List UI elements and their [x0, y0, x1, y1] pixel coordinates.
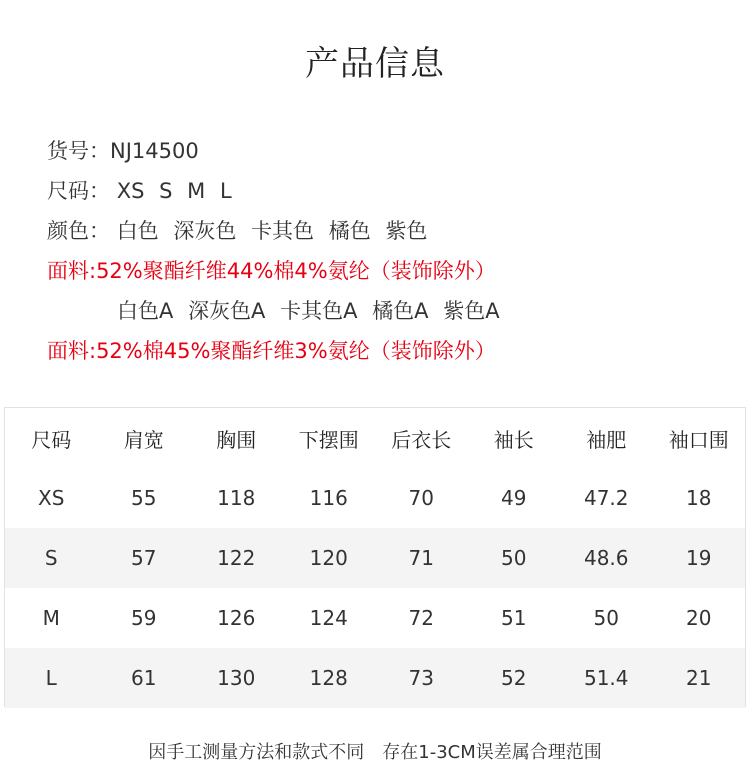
table-cell: 71 — [375, 528, 468, 588]
table-cell: 72 — [408, 606, 434, 630]
table-cell: 130 — [190, 648, 283, 708]
table-cell: 50 — [593, 606, 619, 630]
size-option: M — [187, 179, 206, 203]
table-header-row — [5, 408, 745, 468]
table-cell: 57 — [98, 528, 191, 588]
page-title: 产品信息 — [305, 44, 445, 84]
table-cell: 50 — [468, 528, 561, 588]
color-a-option: 紫色A — [443, 299, 500, 323]
table-cell: 59 — [131, 606, 157, 630]
table-cell: 126 — [217, 606, 256, 630]
colors-a-line — [47, 296, 508, 336]
colors-line — [47, 216, 508, 256]
color-option: 紫色 — [385, 219, 428, 243]
table-cell: 124 — [309, 606, 348, 630]
color-option: 白色 — [116, 219, 159, 243]
size-option: L — [219, 179, 232, 203]
color-option: 深灰色 — [173, 219, 237, 243]
column-header: 袖长 — [493, 427, 534, 452]
table-cell: 20 — [686, 606, 712, 630]
color-a-option: 白色A — [117, 299, 174, 323]
sizes-label: 尺码： — [47, 179, 110, 203]
column-header: 下摆围 — [298, 427, 359, 452]
table-cell: L — [5, 648, 98, 708]
table-cell: 70 — [408, 486, 434, 510]
colors-label: 颜色： — [47, 219, 110, 243]
table-cell: 49 — [501, 486, 527, 510]
table-cell: 73 — [375, 648, 468, 708]
table-cell: 51.4 — [560, 648, 653, 708]
column-header: 后衣长 — [391, 427, 452, 452]
column-header: 胸围 — [216, 427, 257, 452]
table-cell: 51 — [501, 606, 527, 630]
sku-line — [47, 136, 508, 176]
table-cell: 19 — [653, 528, 746, 588]
column-header: 袖肥 — [586, 427, 627, 452]
product-info — [47, 136, 508, 376]
table-row — [5, 528, 745, 588]
column-header: 肩宽 — [123, 427, 164, 452]
fabric-line-1: 面料:52%聚酯纤维44%棉4%氨纶（装饰除外） — [47, 259, 496, 283]
table-cell: 52 — [468, 648, 561, 708]
table-cell: 21 — [653, 648, 746, 708]
table-cell: 122 — [190, 528, 283, 588]
color-a-option: 橘色A — [372, 299, 429, 323]
sizes-line — [47, 176, 508, 216]
size-table — [4, 407, 746, 707]
sku-label: 货号： — [47, 139, 110, 163]
color-a-option: 深灰色A — [188, 299, 266, 323]
color-option: 橘色 — [328, 219, 371, 243]
table-cell: 120 — [283, 528, 376, 588]
size-option: S — [159, 179, 173, 203]
table-cell: 118 — [217, 486, 256, 510]
table-cell: S — [5, 528, 98, 588]
sku-value: NJ14500 — [110, 139, 199, 163]
table-cell: 48.6 — [560, 528, 653, 588]
color-a-option: 卡其色A — [280, 299, 358, 323]
fabric-line-2: 面料:52%棉45%聚酯纤维3%氨纶（装饰除外） — [47, 339, 496, 363]
table-cell: 47.2 — [583, 486, 629, 510]
table-cell: 116 — [309, 486, 348, 510]
table-row — [5, 468, 745, 528]
column-header: 袖口围 — [668, 427, 729, 452]
table-cell: 61 — [98, 648, 191, 708]
table-cell: M — [42, 606, 60, 630]
table-row — [5, 648, 745, 708]
column-header: 尺码 — [31, 427, 72, 452]
table-cell: XS — [38, 486, 65, 510]
table-row — [5, 588, 745, 648]
measurement-note: 因手工测量方法和款式不同 存在1-3CM误差属合理范围 — [148, 742, 602, 763]
table-cell: 128 — [283, 648, 376, 708]
size-option: XS — [116, 179, 145, 203]
table-cell: 18 — [686, 486, 712, 510]
color-option: 卡其色 — [251, 219, 315, 243]
table-cell: 55 — [131, 486, 157, 510]
